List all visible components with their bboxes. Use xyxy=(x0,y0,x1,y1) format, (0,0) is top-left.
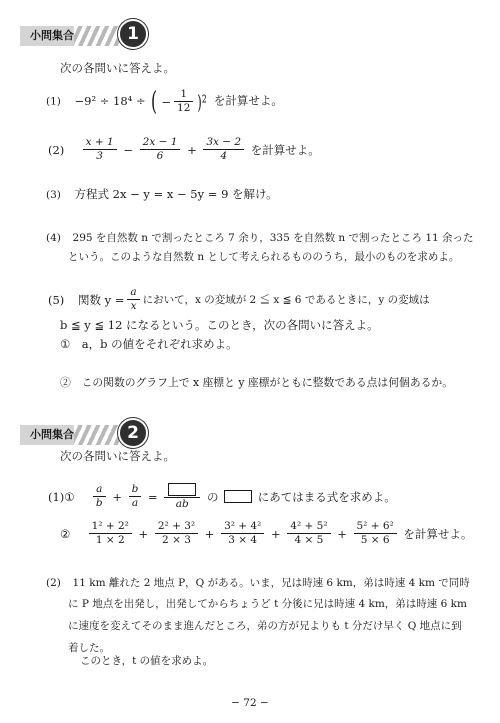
section-1-number-badge: 1 xyxy=(118,19,148,49)
s1-q5-sub2: ② この関数のグラフ上で x 座標と y 座標がともに整数である点は何個あるか。 xyxy=(60,376,454,389)
s2-q1a-eq: = xyxy=(148,489,158,504)
s1-q1-tail: を計算せよ。 xyxy=(213,93,283,108)
s1-q4-text-1: 295 を自然数 n で割ったところ 7 余り，335 を自然数 n で割ったところ 11 余った xyxy=(72,232,474,244)
s2-q1b-term-2-num: 2² + 3² xyxy=(155,520,198,534)
s2-q1b-term-1 xyxy=(89,520,132,547)
s2-q1a-number: (1)① xyxy=(48,489,75,504)
s2-q1b-number: ② xyxy=(60,526,71,541)
s2-q1a-frac-2 xyxy=(129,483,142,510)
s2-q1a-frac-3 xyxy=(164,483,200,511)
s1-q4-line1 xyxy=(46,230,474,245)
s1-q2-tail: を計算せよ。 xyxy=(250,142,320,157)
s2-q1a-blank-numerator xyxy=(164,483,200,498)
s2-q1a-tail: にあてはまる式を求めよ。 xyxy=(257,489,396,504)
s1-q2-op2: + xyxy=(187,142,197,157)
s1-q1-fraction xyxy=(174,88,193,115)
s2-q1b-term-1-den: 1 × 2 xyxy=(95,534,125,546)
s1-q5-post: において，x の変域が 2 ≦ x ≦ 6 であるときに，y の変域は xyxy=(142,293,430,306)
s1-q5-sub1: ① a，b の値をそれぞれ求めよ。 xyxy=(60,337,238,351)
s1-q2-frac-3 xyxy=(203,136,244,163)
s1-q2-f3-num: 3x − 2 xyxy=(203,136,244,150)
s2-q2-line3: に速度を変えてそのまま進んだところ，弟の方が兄よりも t 分だけ早く Q 地点に到 xyxy=(68,620,462,632)
s2-q1b-term-3 xyxy=(221,520,264,547)
s2-q1b-term-3-den: 3 × 4 xyxy=(228,534,258,546)
s1-q1 xyxy=(46,88,283,115)
s2-q1a-frac-1 xyxy=(93,483,106,510)
s2-q1b-plus-4: + xyxy=(337,526,347,541)
s2-q2-line4: 着した。 xyxy=(68,642,110,654)
section-2-label: 小問集合 xyxy=(20,425,140,445)
s2-q1a-f1-num: a xyxy=(93,483,106,497)
s1-q2-f1-num: x + 1 xyxy=(83,136,117,150)
s2-q1a-f2-num: b xyxy=(129,483,142,497)
s2-q1a xyxy=(46,483,398,511)
s1-q2-op1: − xyxy=(123,142,133,157)
s1-q5-frac-den: x xyxy=(130,300,137,312)
s1-q4-line2: という。このような自然数 n として考えられるもののうち，最小のものを求めよ。 xyxy=(68,251,460,263)
s2-q1b xyxy=(58,520,474,547)
s1-q2-frac-2 xyxy=(140,136,181,163)
page-number: − 72 − xyxy=(231,697,269,709)
s1-q2-f2-den: 6 xyxy=(156,150,164,162)
s2-q1a-f1-den: b xyxy=(95,497,103,510)
s1-q2-f2-num: 2x − 1 xyxy=(140,136,181,150)
s1-q1-paren-open: ( xyxy=(151,86,158,117)
s2-q1b-term-4 xyxy=(287,520,330,547)
section-1-label: 小問集合 xyxy=(20,26,140,46)
s2-q1a-mid: の xyxy=(206,489,219,504)
s2-q2-line5: このとき，t の値を求めよ。 xyxy=(80,655,214,667)
s2-q2-text-1: 11 km 離れた 2 地点 P，Q がある。いま，兄は時速 6 km，弟は時速 4 km で同時 xyxy=(72,577,470,589)
s1-q3-text: 方程式 2x − y = x − 5y = 9 を解け。 xyxy=(74,187,278,201)
s1-q2 xyxy=(46,136,322,163)
s2-q2-number: (2) xyxy=(46,577,61,589)
section-1-instruction: 次の各問いに答えよ。 xyxy=(60,61,175,75)
s2-q1a-op: + xyxy=(112,489,122,504)
s2-q1b-term-5-den: 5 × 6 xyxy=(360,534,390,546)
s1-q2-f3-den: 4 xyxy=(220,150,228,162)
s2-q1a-f3-den: ab xyxy=(175,497,189,510)
section-2-number-badge: 2 xyxy=(118,418,148,448)
s1-q3 xyxy=(46,187,278,202)
s1-q1-number: (1) xyxy=(46,95,61,108)
s1-q1-frac-num: 1 xyxy=(174,88,193,102)
s2-q1b-term-1-num: 1² + 2² xyxy=(89,520,132,534)
s1-q5-line2: b ≦ y ≦ 12 になるという。このとき，次の各問いに答えよ。 xyxy=(60,318,379,332)
s1-q2-f1-den: 3 xyxy=(96,150,103,162)
s2-q1b-term-5-num: 5² + 6² xyxy=(354,520,397,534)
s2-q1b-term-4-num: 4² + 5² xyxy=(287,520,330,534)
s2-q2-line2: に P 地点を出発し，出発してからちょうど t 分後に兄は時速 4 km，弟は時速 6 km xyxy=(68,598,467,610)
s1-q4-number: (4) xyxy=(46,232,61,244)
s1-q5-fraction xyxy=(127,286,139,313)
s2-q1b-term-5 xyxy=(354,520,397,547)
s2-q1a-blank-box xyxy=(168,483,196,496)
s2-q1b-term-3-num: 3² + 4² xyxy=(221,520,264,534)
s1-q1-expr: −9² ÷ 18⁴ ÷ xyxy=(74,93,146,108)
s1-q1-paren-close: )² xyxy=(197,89,208,114)
s2-q1b-term-2 xyxy=(155,520,198,547)
s2-q1a-f2-den: a xyxy=(131,497,139,510)
s2-q2-line1 xyxy=(46,575,470,590)
s2-q1b-plus-2: + xyxy=(204,526,215,541)
s1-q2-frac-1 xyxy=(83,136,117,163)
s1-q5-pre: 関数 y = xyxy=(77,292,125,307)
s1-q2-number: (2) xyxy=(48,142,65,157)
s2-q1b-plus-1: + xyxy=(138,526,149,541)
s1-q5-number: (5) xyxy=(48,292,65,307)
s1-q1-frac-den: 12 xyxy=(177,102,191,114)
s2-q1b-term-4-den: 4 × 5 xyxy=(294,534,324,546)
section-2-instruction: 次の各問いに答えよ。 xyxy=(60,449,175,463)
s1-q3-number: (3) xyxy=(46,189,61,201)
s2-q1b-plus-3: + xyxy=(270,526,281,541)
s1-q5-frac-num: a xyxy=(127,286,139,300)
s2-q1a-blank-box-2 xyxy=(224,490,252,503)
s1-q1-sign: − xyxy=(161,94,172,109)
s1-q5-line1 xyxy=(46,286,432,313)
s2-q1b-term-2-den: 2 × 3 xyxy=(162,534,191,546)
s2-q1b-tail: を計算せよ。 xyxy=(403,526,473,541)
